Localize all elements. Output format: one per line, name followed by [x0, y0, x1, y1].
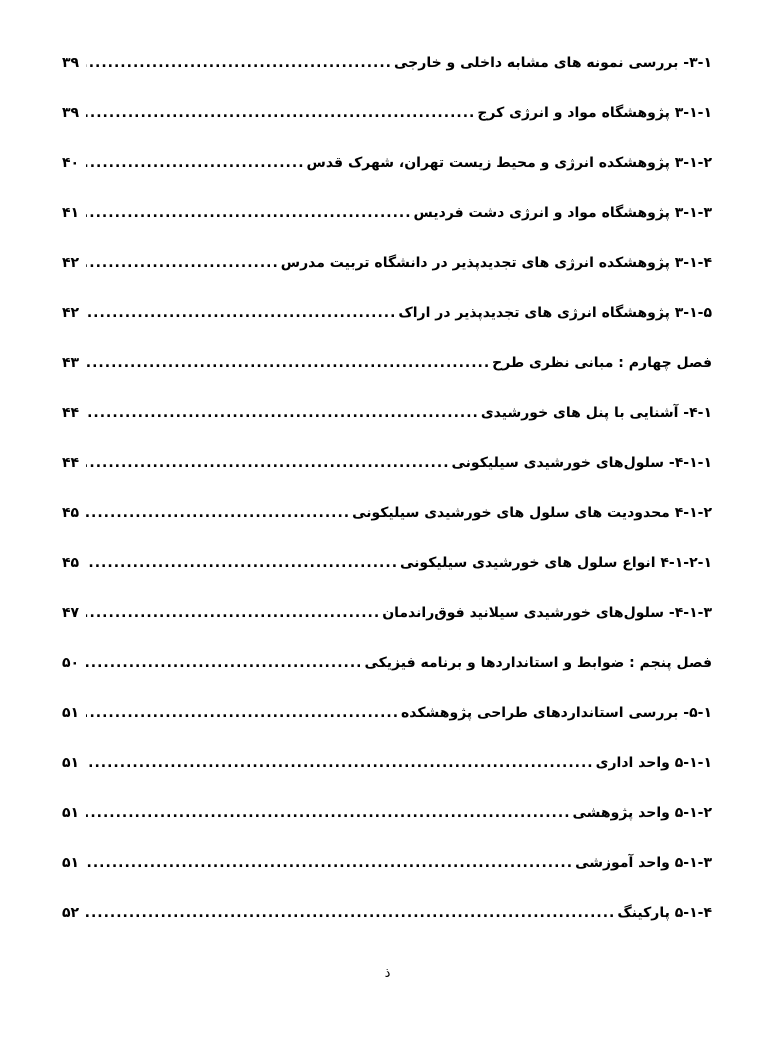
toc-entry-page: ۳۹: [62, 105, 80, 121]
toc-entry: [62, 405, 712, 455]
toc-dot-leader: [86, 255, 279, 271]
page-number-footer: ذ: [384, 966, 391, 981]
toc-dot-leader: [86, 455, 450, 471]
toc-entry-page: ۵۱: [62, 855, 80, 871]
toc-entry-title: ۵-۱-۴ پارکینگ: [617, 905, 712, 921]
toc-entry-page: ۵۱: [62, 755, 80, 771]
toc-entry-title: ۴-۱-۲-۱ انواع سلول های خورشیدی سیلیکونی: [400, 555, 712, 571]
toc-entry-page: ۴۴: [62, 455, 80, 471]
toc-entry-page: ۴۲: [62, 305, 80, 321]
toc-entry: [62, 305, 712, 355]
toc-entry-title: ۵-۱-۳ واحد آموزشی: [575, 855, 712, 871]
toc-entry: [62, 705, 712, 755]
toc-entry: [62, 255, 712, 305]
toc-entry-title: ۵-۱-۱ واحد اداری: [595, 755, 712, 771]
toc-entry: [62, 655, 712, 705]
toc-entry-page: ۴۳: [62, 355, 80, 371]
toc-entry-title: ۳-۱-۳ پژوهشگاه مواد و انرژی دشت فردیس: [413, 205, 712, 221]
toc-entry-title: فصل پنجم : ضوابط و استانداردها و برنامه فیزیکی: [364, 655, 712, 671]
toc-dot-leader: [86, 755, 594, 771]
toc-dot-leader: [86, 655, 362, 671]
toc-entry-title: فصل چهارم : مبانی نظری طرح: [492, 355, 712, 371]
toc-entry-page: ۴۱: [62, 205, 80, 221]
toc-dot-leader: [86, 355, 490, 371]
toc-dot-leader: [86, 205, 412, 221]
toc-dot-leader: [86, 405, 479, 421]
toc-dot-leader: [86, 805, 571, 821]
toc-entry: [62, 605, 712, 655]
toc-entry-page: ۴۴: [62, 405, 80, 421]
toc-dot-leader: [86, 905, 615, 921]
toc-entry-page: ۴۰: [62, 155, 80, 171]
table-of-contents: [62, 55, 712, 955]
toc-dot-leader: [86, 155, 305, 171]
toc-entry-page: ۴۵: [62, 555, 80, 571]
toc-entry-page: ۵۲: [62, 905, 80, 921]
toc-entry-page: ۴۷: [62, 605, 80, 621]
toc-dot-leader: [86, 505, 350, 521]
toc-entry-title: ۳-۱-۱ پژوهشگاه مواد و انرژی کرج: [477, 105, 712, 121]
toc-dot-leader: [86, 305, 396, 321]
toc-entry-page: ۴۲: [62, 255, 80, 271]
toc-entry-page: ۳۹: [62, 55, 80, 71]
toc-entry: [62, 205, 712, 255]
toc-entry-page: ۵۱: [62, 805, 80, 821]
toc-entry-title: ۴-۱-۳- سلول‌های خورشیدی سیلانید فوق‌راندمان: [382, 605, 712, 621]
toc-entry-title: ۳-۱-۲ پژوهشکده انرژی و محیط زیست تهران، شهرک قدس: [306, 155, 712, 171]
toc-entry: [62, 555, 712, 605]
toc-dot-leader: [86, 855, 573, 871]
toc-entry: [62, 505, 712, 555]
toc-entry: [62, 105, 712, 155]
toc-entry: [62, 805, 712, 855]
toc-entry-page: ۴۵: [62, 505, 80, 521]
toc-entry-page: ۵۰: [62, 655, 80, 671]
toc-entry-title: ۳-۱-۴ پژوهشکده انرژی های تجدیدپذیر در دانشگاه تربیت مدرس: [280, 255, 712, 271]
toc-entry-title: ۳-۱- بررسی نمونه های مشابه داخلی و خارجی: [394, 55, 712, 71]
toc-entry: [62, 905, 712, 955]
toc-entry-title: ۴-۱-۲ محدودیت های سلول های خورشیدی سیلیکونی: [352, 505, 712, 521]
toc-entry-title: ۳-۱-۵ پژوهشگاه انرژی های تجدیدپذیر در اراک: [398, 305, 712, 321]
toc-entry-title: ۴-۱- آشنایی با پنل های خورشیدی: [480, 405, 712, 421]
toc-entry: [62, 155, 712, 205]
toc-dot-leader: [86, 555, 398, 571]
toc-dot-leader: [86, 105, 475, 121]
toc-dot-leader: [86, 705, 399, 721]
toc-entry: [62, 755, 712, 805]
toc-entry-title: ۵-۱- بررسی استانداردهای طراحی پژوهشکده: [401, 705, 712, 721]
toc-entry-page: ۵۱: [62, 705, 80, 721]
toc-entry: [62, 55, 712, 105]
toc-entry-title: ۵-۱-۲ واحد پژوهشی: [572, 805, 712, 821]
toc-entry: [62, 855, 712, 905]
toc-entry: [62, 355, 712, 405]
toc-entry: [62, 455, 712, 505]
toc-dot-leader: [86, 55, 392, 71]
toc-dot-leader: [86, 605, 380, 621]
toc-entry-title: ۴-۱-۱- سلول‌های خورشیدی سیلیکونی: [451, 455, 712, 471]
